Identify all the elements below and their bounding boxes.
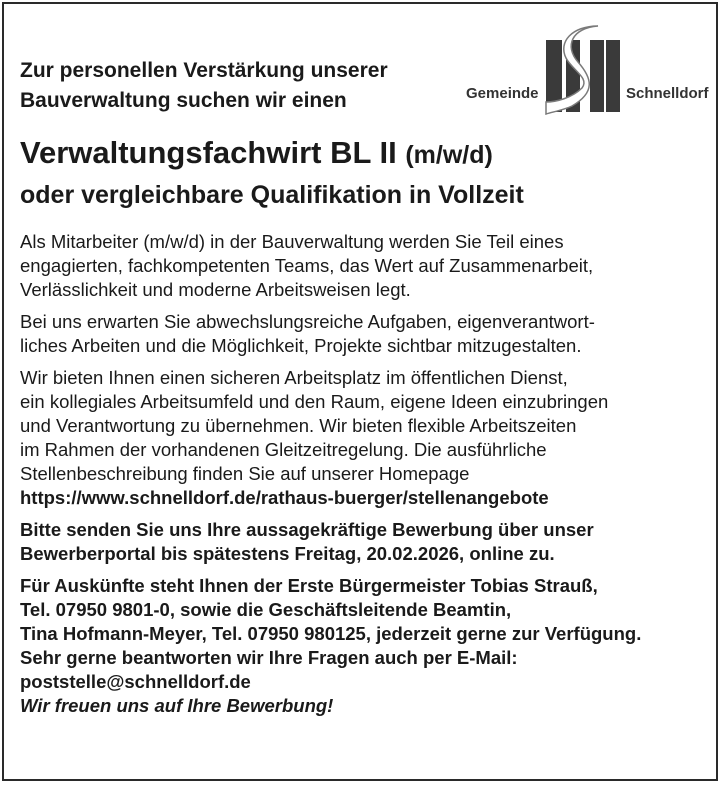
paragraph-offer: [20, 366, 720, 510]
text-line: im Rahmen der vorhandenen Gleitzeitregelung. Die ausführliche: [20, 439, 547, 460]
ad-body: [20, 230, 720, 726]
text-line: und Verantwortung zu übernehmen. Wir bieten flexible Arbeitszeiten: [20, 415, 577, 436]
intro-heading: [20, 56, 460, 116]
text-line: ein kollegiales Arbeitsumfeld und den Raum, eigene Ideen einzubringen: [20, 391, 609, 412]
job-title-suffix: (m/w/d): [405, 141, 493, 169]
text-line: Bei uns erwarten Sie abwechslungsreiche Aufgaben, eigenverantwort-: [20, 311, 595, 332]
paragraph-application: [20, 518, 720, 566]
job-subtitle: oder vergleichbare Qualifikation in Vollzeit: [20, 181, 524, 209]
text-line: Tel. 07950 9801-0, sowie die Geschäftsleitende Beamtin,: [20, 599, 512, 620]
paragraph-team: [20, 230, 720, 302]
paragraph-contact: [20, 574, 720, 718]
municipality-logo: [466, 22, 711, 120]
text-line: Verlässlichkeit und moderne Arbeitsweisen legt.: [20, 279, 411, 300]
logo-word-gemeinde: Gemeinde: [466, 85, 539, 102]
text-line: Bitte senden Sie uns Ihre aussagekräftige Bewerbung über unser: [20, 519, 594, 540]
job-title-main: Verwaltungsfachwirt BL II: [20, 135, 397, 170]
text-line: engagierten, fachkompetenten Teams, das Wert auf Zusammenarbeit,: [20, 255, 594, 276]
text-line: liches Arbeiten und die Möglichkeit, Projekte sichtbar mitzugestalten.: [20, 335, 582, 356]
logo-word-schnelldorf: Schnelldorf: [626, 85, 709, 102]
text-line: Als Mitarbeiter (m/w/d) in der Bauverwaltung werden Sie Teil eines: [20, 231, 564, 252]
job-title: [20, 133, 710, 175]
text-line: Tina Hofmann-Meyer, Tel. 07950 980125, jederzeit gerne zur Verfügung.: [20, 623, 642, 644]
intro-line: Zur personellen Verstärkung unserer: [20, 59, 388, 82]
closing-line: Wir freuen uns auf Ihre Bewerbung!: [20, 695, 334, 716]
intro-line: Bauverwaltung suchen wir einen: [20, 89, 347, 112]
schnelldorf-emblem-icon: [542, 22, 622, 118]
paragraph-tasks: [20, 310, 720, 358]
text-line: Sehr gerne beantworten wir Ihre Fragen auch per E-Mail:: [20, 647, 518, 668]
text-line: Wir bieten Ihnen einen sicheren Arbeitsplatz im öffentlichen Dienst,: [20, 367, 568, 388]
text-line: Stellenbeschreibung finden Sie auf unserer Homepage: [20, 463, 470, 484]
email-link[interactable]: poststelle@schnelldorf.de: [20, 671, 251, 692]
homepage-link[interactable]: https://www.schnelldorf.de/rathaus-buerger/stellenangebote: [20, 487, 549, 508]
text-line: Für Auskünfte steht Ihnen der Erste Bürgermeister Tobias Strauß,: [20, 575, 598, 596]
text-line: Bewerberportal bis spätestens Freitag, 20.02.2026, online zu.: [20, 543, 555, 564]
